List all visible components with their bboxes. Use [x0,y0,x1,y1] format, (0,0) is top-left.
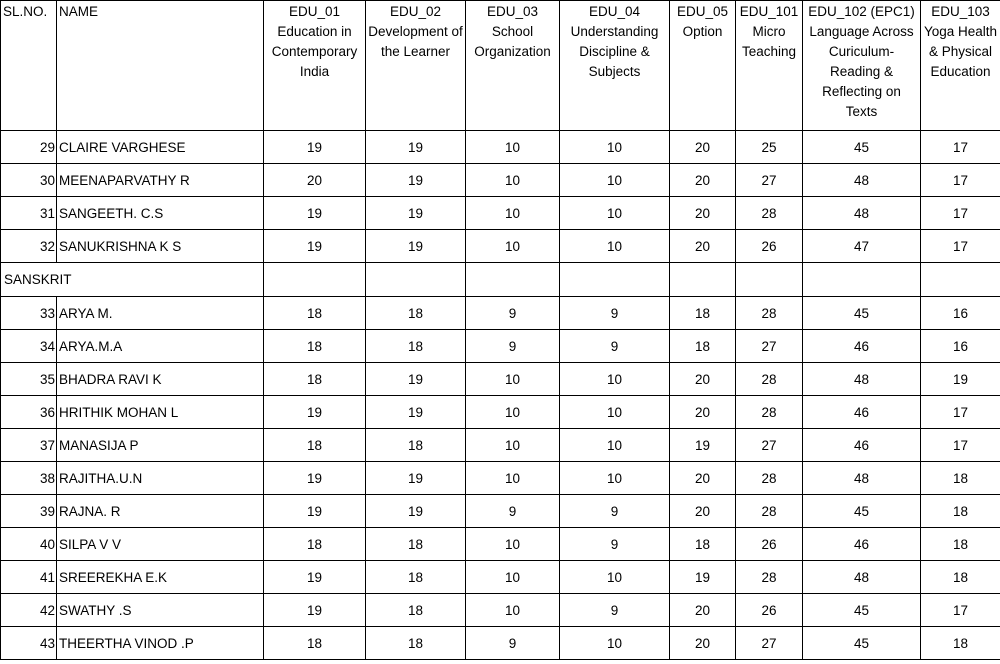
cell-edu-04: 9 [560,528,670,561]
cell-edu-103: 17 [921,429,1000,462]
cell-edu-01: 18 [264,627,366,660]
cell-edu-02: 19 [366,230,466,263]
cell-edu-02: 18 [366,330,466,363]
cell-edu-03: 10 [466,462,560,495]
cell-edu-102: 46 [803,528,921,561]
cell-name: MANASIJA P [57,429,264,462]
cell-sl-no: 29 [1,131,57,164]
cell-edu-101: 25 [736,131,803,164]
cell-edu-02: 19 [366,396,466,429]
cell-edu-01: 19 [264,197,366,230]
cell-edu-04: 10 [560,561,670,594]
cell-edu-103: 16 [921,297,1000,330]
cell-edu-102: 45 [803,297,921,330]
cell-edu-103: 17 [921,197,1000,230]
cell-edu-05: 20 [670,131,736,164]
cell-edu-101: 28 [736,462,803,495]
cell-edu-102: 46 [803,396,921,429]
cell-edu-02: 19 [366,495,466,528]
cell-edu-03: 10 [466,561,560,594]
section-cell [736,263,803,297]
header-edu-03: EDU_03 School Organization [466,1,560,131]
cell-edu-02: 19 [366,363,466,396]
table-row [1,594,1000,627]
cell-sl-no: 31 [1,197,57,230]
cell-name: THEERTHA VINOD .P [57,627,264,660]
cell-edu-103: 17 [921,230,1000,263]
cell-sl-no: 39 [1,495,57,528]
cell-edu-01: 19 [264,131,366,164]
cell-edu-101: 27 [736,164,803,197]
cell-edu-102: 48 [803,462,921,495]
cell-edu-02: 19 [366,462,466,495]
cell-edu-101: 27 [736,627,803,660]
header-row [1,1,1000,131]
cell-edu-101: 26 [736,594,803,627]
cell-edu-04: 10 [560,230,670,263]
table-row [1,131,1000,164]
cell-name: HRITHIK MOHAN L [57,396,264,429]
cell-edu-05: 19 [670,429,736,462]
cell-name: SANGEETH. C.S [57,197,264,230]
cell-edu-01: 19 [264,462,366,495]
cell-edu-05: 20 [670,164,736,197]
cell-edu-04: 10 [560,363,670,396]
section-sanskrit [1,263,1000,297]
cell-edu-04: 10 [560,462,670,495]
cell-edu-01: 18 [264,297,366,330]
cell-edu-102: 48 [803,561,921,594]
cell-edu-101: 28 [736,495,803,528]
header-name: NAME [57,1,264,131]
cell-edu-02: 18 [366,528,466,561]
header-edu-101: EDU_101 Micro Teaching [736,1,803,131]
cell-sl-no: 42 [1,594,57,627]
cell-edu-03: 10 [466,131,560,164]
cell-edu-04: 10 [560,627,670,660]
table-row [1,363,1000,396]
cell-edu-02: 19 [366,164,466,197]
cell-edu-04: 10 [560,429,670,462]
cell-edu-05: 20 [670,197,736,230]
cell-edu-103: 18 [921,561,1000,594]
cell-edu-103: 18 [921,462,1000,495]
cell-name: SANUKRISHNA K S [57,230,264,263]
cell-edu-103: 18 [921,495,1000,528]
cell-name: BHADRA RAVI K [57,363,264,396]
cell-edu-103: 19 [921,363,1000,396]
header-sl-no: SL.NO. [1,1,57,131]
header-edu-102: EDU_102 (EPC1) Language Across Curiculum- Reading & Reflecting on Texts [803,1,921,131]
cell-edu-03: 10 [466,164,560,197]
cell-edu-01: 19 [264,561,366,594]
cell-edu-04: 9 [560,594,670,627]
cell-edu-103: 18 [921,627,1000,660]
table-row [1,230,1000,263]
cell-edu-03: 10 [466,363,560,396]
cell-edu-102: 45 [803,495,921,528]
cell-sl-no: 36 [1,396,57,429]
section-cell [921,263,1000,297]
cell-edu-04: 9 [560,297,670,330]
section-label: SANSKRIT [1,263,264,297]
cell-sl-no: 37 [1,429,57,462]
cell-edu-102: 46 [803,429,921,462]
cell-edu-04: 10 [560,396,670,429]
section-cell [264,263,366,297]
cell-edu-02: 18 [366,429,466,462]
cell-edu-01: 19 [264,594,366,627]
cell-edu-03: 10 [466,528,560,561]
cell-edu-04: 9 [560,330,670,363]
cell-edu-102: 45 [803,594,921,627]
section-cell [803,263,921,297]
cell-name: SREEREKHA E.K [57,561,264,594]
cell-edu-03: 10 [466,594,560,627]
cell-sl-no: 38 [1,462,57,495]
cell-edu-02: 18 [366,627,466,660]
cell-edu-05: 19 [670,561,736,594]
cell-edu-05: 20 [670,230,736,263]
cell-sl-no: 32 [1,230,57,263]
section-cell [366,263,466,297]
cell-edu-01: 18 [264,429,366,462]
cell-edu-102: 45 [803,627,921,660]
cell-edu-02: 18 [366,297,466,330]
table-row [1,330,1000,363]
cell-edu-05: 20 [670,627,736,660]
table-row [1,297,1000,330]
cell-edu-04: 10 [560,164,670,197]
cell-edu-101: 28 [736,197,803,230]
cell-edu-102: 48 [803,363,921,396]
table-row [1,164,1000,197]
cell-name: SWATHY .S [57,594,264,627]
cell-edu-04: 10 [560,131,670,164]
table-body-top [1,131,1000,263]
cell-name: RAJNA. R [57,495,264,528]
table-row [1,495,1000,528]
cell-edu-05: 20 [670,495,736,528]
cell-edu-01: 19 [264,396,366,429]
cell-edu-01: 19 [264,495,366,528]
cell-edu-103: 16 [921,330,1000,363]
cell-edu-103: 18 [921,528,1000,561]
cell-name: ARYA.M.A [57,330,264,363]
cell-edu-05: 18 [670,330,736,363]
cell-edu-05: 20 [670,462,736,495]
cell-edu-03: 10 [466,230,560,263]
cell-edu-02: 19 [366,197,466,230]
cell-edu-103: 17 [921,164,1000,197]
cell-edu-01: 18 [264,330,366,363]
cell-edu-102: 46 [803,330,921,363]
cell-edu-04: 10 [560,197,670,230]
cell-edu-03: 9 [466,330,560,363]
cell-edu-03: 9 [466,297,560,330]
cell-edu-02: 18 [366,561,466,594]
cell-edu-02: 18 [366,594,466,627]
table-row [1,561,1000,594]
section-cell [466,263,560,297]
table-row [1,429,1000,462]
cell-edu-01: 18 [264,363,366,396]
cell-edu-103: 17 [921,594,1000,627]
cell-sl-no: 40 [1,528,57,561]
table-row [1,528,1000,561]
cell-edu-103: 17 [921,396,1000,429]
cell-edu-101: 28 [736,363,803,396]
cell-edu-101: 28 [736,297,803,330]
header-edu-103: EDU_103 Yoga Health & Physical Education [921,1,1000,131]
cell-edu-101: 28 [736,561,803,594]
cell-edu-102: 47 [803,230,921,263]
cell-edu-101: 26 [736,528,803,561]
cell-sl-no: 41 [1,561,57,594]
cell-edu-05: 20 [670,594,736,627]
cell-edu-03: 9 [466,627,560,660]
cell-edu-01: 19 [264,230,366,263]
cell-edu-101: 27 [736,429,803,462]
cell-edu-02: 19 [366,131,466,164]
cell-edu-03: 10 [466,197,560,230]
cell-sl-no: 34 [1,330,57,363]
section-cell [560,263,670,297]
cell-edu-03: 10 [466,429,560,462]
cell-edu-102: 45 [803,131,921,164]
table-row [1,462,1000,495]
header-edu-04: EDU_04 Understanding Discipline & Subjects [560,1,670,131]
cell-name: ARYA M. [57,297,264,330]
cell-sl-no: 35 [1,363,57,396]
cell-edu-01: 18 [264,528,366,561]
table-row [1,197,1000,230]
cell-edu-101: 28 [736,396,803,429]
header-edu-05: EDU_05 Option [670,1,736,131]
section-row [1,263,1000,297]
header-edu-02: EDU_02 Development of the Learner [366,1,466,131]
header-edu-01: EDU_01 Education in Contemporary India [264,1,366,131]
cell-edu-03: 10 [466,396,560,429]
cell-sl-no: 33 [1,297,57,330]
cell-sl-no: 43 [1,627,57,660]
section-cell [670,263,736,297]
cell-edu-102: 48 [803,197,921,230]
cell-edu-101: 27 [736,330,803,363]
cell-sl-no: 30 [1,164,57,197]
cell-edu-102: 48 [803,164,921,197]
cell-edu-05: 20 [670,363,736,396]
cell-edu-03: 9 [466,495,560,528]
cell-name: SILPA V V [57,528,264,561]
table-header [1,1,1000,131]
cell-name: MEENAPARVATHY R [57,164,264,197]
cell-name: CLAIRE VARGHESE [57,131,264,164]
cell-edu-101: 26 [736,230,803,263]
cell-edu-103: 17 [921,131,1000,164]
cell-edu-04: 9 [560,495,670,528]
table-row [1,627,1000,660]
cell-edu-05: 18 [670,528,736,561]
cell-edu-05: 18 [670,297,736,330]
cell-edu-05: 20 [670,396,736,429]
cell-name: RAJITHA.U.N [57,462,264,495]
cell-edu-01: 20 [264,164,366,197]
table-row [1,396,1000,429]
table-body-bottom [1,297,1000,660]
